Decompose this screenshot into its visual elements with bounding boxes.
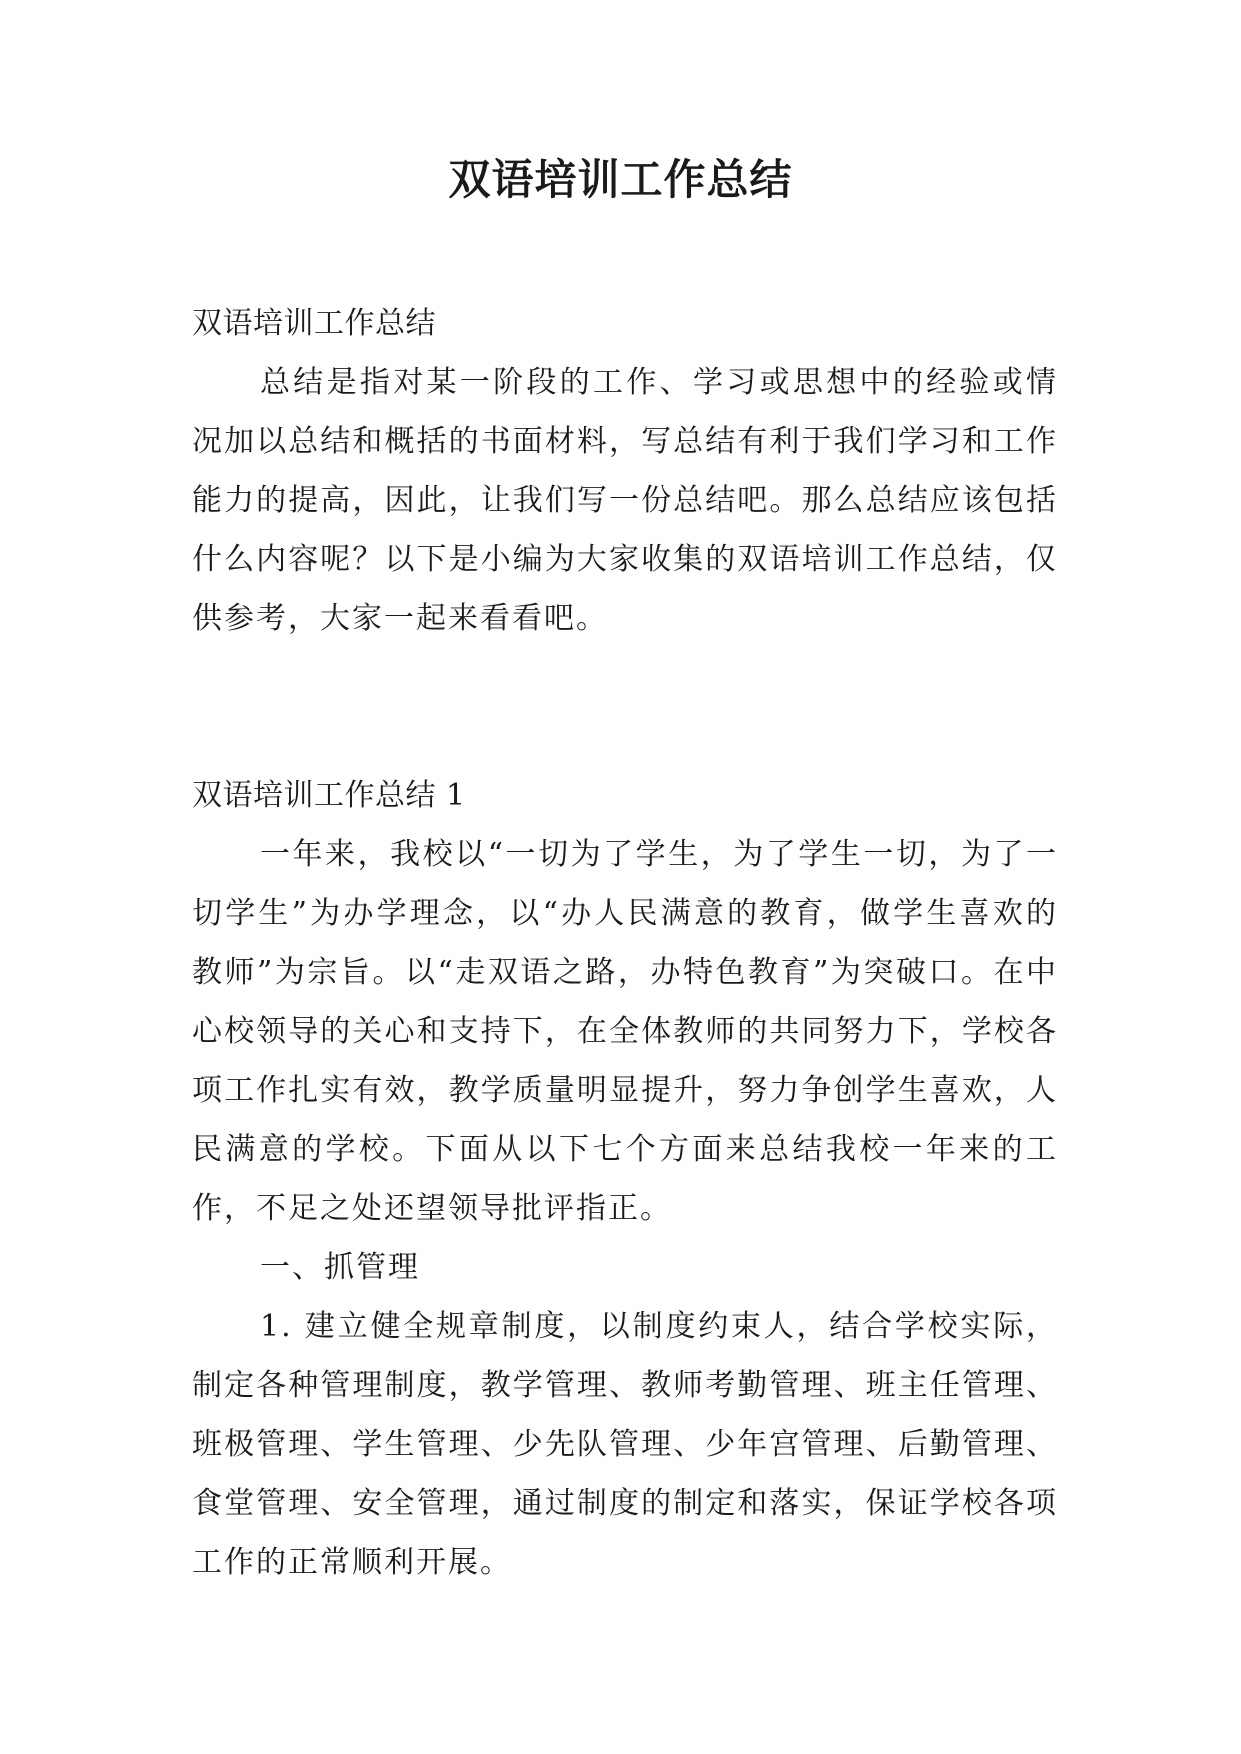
document-title: 双语培训工作总结 [448, 155, 793, 204]
section-1-paragraph: 一年来，我校以“一切为了学生，为了学生一切，为了一切学生”为办学理念，以“办人民满意的教育，做学生喜欢的教师”为宗旨。以“走双语之路，办特色教育”为突破口。在中心校领导的关心和支持下，在全体教师的共同努力下，学校各项工作扎实有效，教学质量明显提升，努力争创学生喜欢，人民满意的学校。下面从以下七个方面来总结我校一年来的工作，不足之处还望领导批评指正。 [192, 837, 1058, 1226]
document-body [192, 294, 1058, 1592]
item-1-paragraph: 1. 建立健全规章制度，以制度约束人，结合学校实际，制定各种管理制度，教学管理、教师考勤管理、班主任管理、班极管理、学生管理、少先队管理、少年宫管理、后勤管理、食堂管理、安全管理，通过制度的制定和落实，保证学校各项工作的正常顺利开展。 [192, 1309, 1058, 1580]
intro-heading: 双语培训工作总结 [192, 306, 436, 341]
subheading-management: 一、抓管理 [260, 1250, 420, 1285]
intro-paragraph: 总结是指对某一阶段的工作、学习或思想中的经验或情况加以总结和概括的书面材料，写总结有利于我们学习和工作能力的提高，因此，让我们写一份总结吧。那么总结应该包括什么内容呢？以下是小编为大家收集的双语培训工作总结，仅供参考，大家一起来看看吧。 [192, 365, 1058, 636]
section-gap [192, 648, 1058, 766]
section-1-heading: 双语培训工作总结 1 [192, 778, 466, 813]
